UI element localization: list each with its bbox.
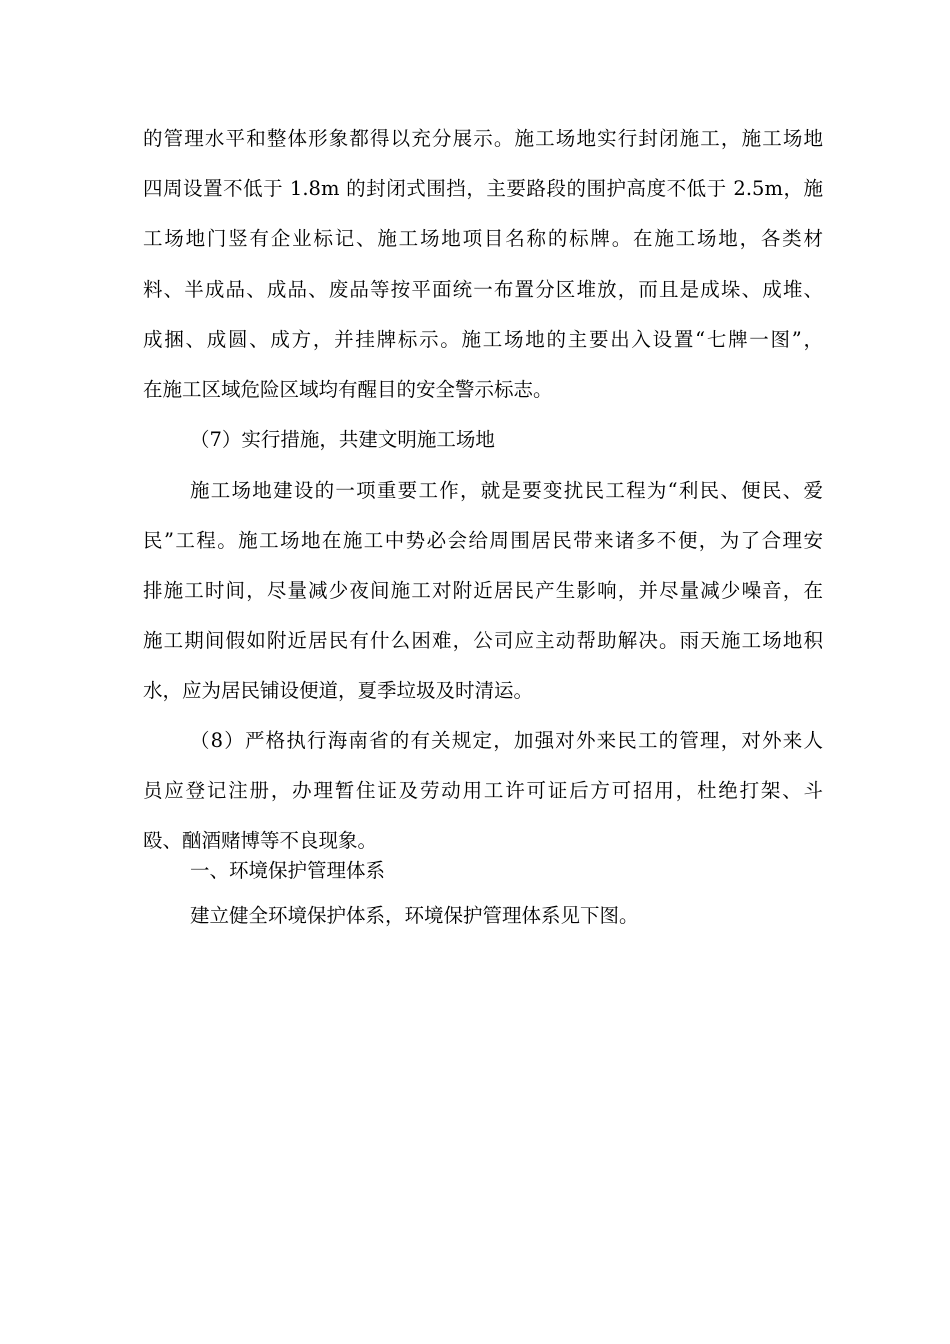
text-line: 在施工区域危险区域均有醒目的安全警示标志。	[143, 378, 553, 401]
text-line: 民”工程。施工场地在施工中势必会给周围居民带来诸多不便，为了合理安	[143, 529, 823, 552]
text-line: 工场地门竖有企业标记、施工场地项目名称的标牌。在施工场地，各类材	[143, 227, 823, 250]
text-line: 员应登记注册，办理暂住证及劳动用工许可证后方可招用，杜绝打架、斗	[143, 779, 823, 802]
section-heading: 一、环境保护管理体系	[190, 859, 386, 882]
text-line: 四周设置不低于 1.8m 的封闭式围挡，主要路段的围护高度不低于 2.5m，施	[143, 177, 823, 200]
text-line: 施工场地建设的一项重要工作，就是要变扰民工程为“利民、便民、爱	[190, 479, 823, 502]
text-line: 水，应为居民铺设便道，夏季垃圾及时清运。	[143, 679, 534, 702]
text-line: 的管理水平和整体形象都得以充分展示。施工场地实行封闭施工，施工场地	[143, 127, 823, 150]
text-line: 料、半成品、成品、废品等按平面统一布置分区堆放，而且是成垛、成堆、	[143, 278, 823, 301]
section-heading: （7）实行措施，共建文明施工场地	[190, 428, 495, 451]
text-line: 成捆、成圆、成方，并挂牌标示。施工场地的主要出入设置“七牌一图”，	[143, 328, 823, 351]
text-line: 殴、酗酒赌博等不良现象。	[143, 829, 378, 852]
text-line: 建立健全环境保护体系，环境保护管理体系见下图。	[190, 904, 639, 927]
text-line: 排施工时间，尽量减少夜间施工对附近居民产生影响，并尽量减少噪音，在	[143, 579, 823, 602]
text-line: 施工期间假如附近居民有什么困难，公司应主动帮助解决。雨天施工场地积	[143, 629, 823, 652]
text-line: （8）严格执行海南省的有关规定，加强对外来民工的管理，对外来人	[190, 729, 823, 752]
